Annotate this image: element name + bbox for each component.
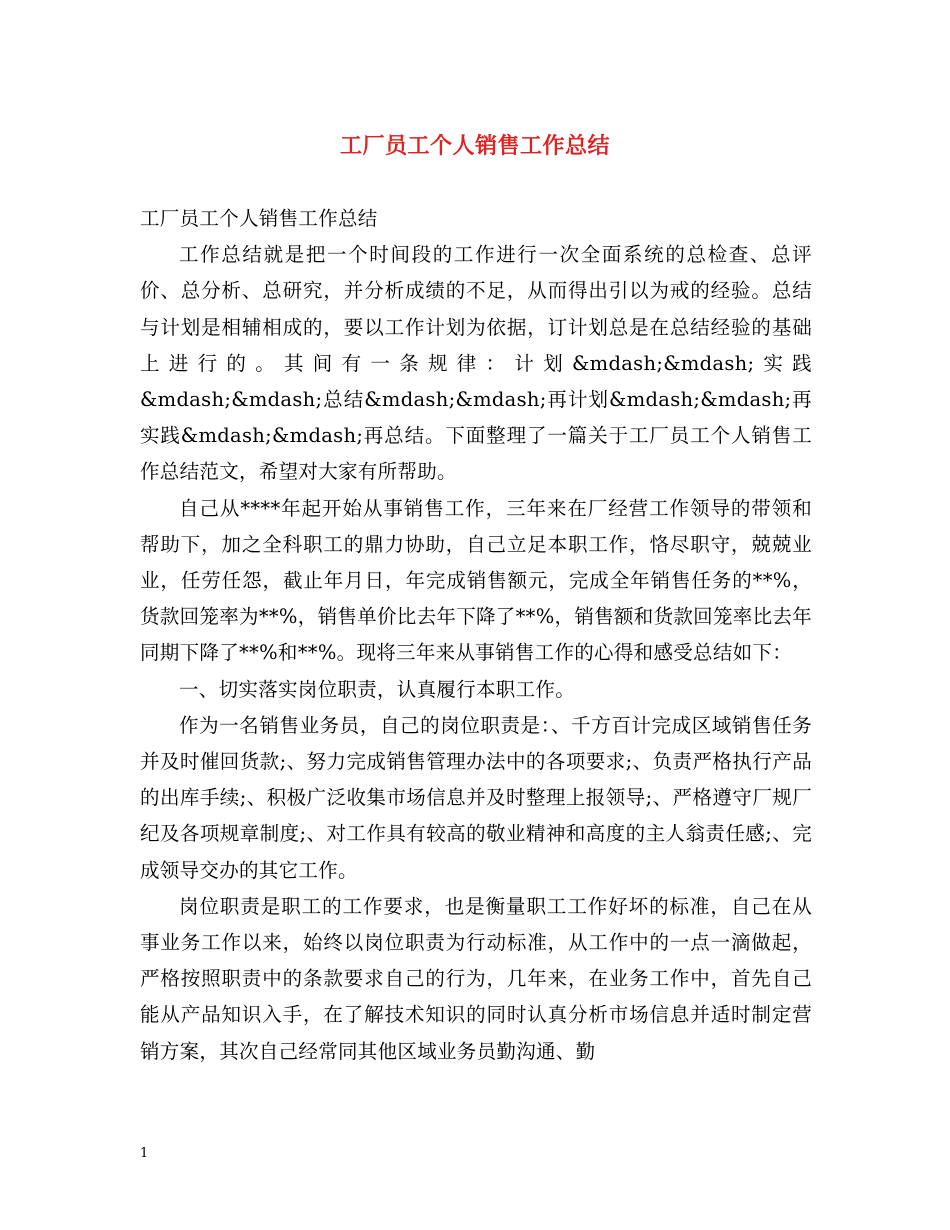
page-number: 1 bbox=[140, 1146, 149, 1161]
document-body bbox=[140, 201, 812, 1070]
body-paragraph: 自己从****年起开始从事销售工作，三年来在厂经营工作领导的带领和帮助下，加之全科职工的鼎力协助，自己立足本职工作，恪尽职守，兢兢业业，任劳任怨，截止年月日，年完成销售额元，完成全年销售任务的**%，货款回笼率为**%，销售单价比去年下降了**%，销售额和货款回笼率比去年同期下降了**%和**%。现将三年来从事销售工作的心得和感受总结如下： bbox=[140, 496, 812, 665]
body-paragraph: 作为一名销售业务员，自己的岗位职责是：、千方百计完成区域销售任务并及时催回货款;、努力完成销售管理办法中的各项要求;、负责严格执行产品的出库手续;、积极广泛收集市场信息并及时整理上报领导;、严格遵守厂规厂纪及各项规章制度;、对工作具有较高的敬业精神和高度的主人翁责任感;、完成领导交办的其它工作。 bbox=[140, 713, 812, 882]
subtitle-paragraph: 工厂员工个人销售工作总结 bbox=[140, 207, 378, 230]
body-paragraph: 岗位职责是职工的工作要求，也是衡量职工工作好坏的标准，自己在从事业务工作以来，始终以岗位职责为行动标准，从工作中的一点一滴做起，严格按照职责中的条款要求自己的行为，几年来，在业务工作中，首先自己能从产品知识入手，在了解技术知识的同时认真分析市场信息并适时制定营销方案，其次自己经常同其他区域业务员勤沟通、勤 bbox=[140, 894, 812, 1063]
body-paragraph: 工作总结就是把一个时间段的工作进行一次全面系统的总检查、总评价、总分析、总研究，并分析成绩的不足，从而得出引以为戒的经验。总结与计划是相辅相成的，要以工作计划为依据，订计划总是在总结经验的基础上进行的。其间有一条规律：计划&mdash;&mdash;实践&mdash;&mdash;总结&mdash;&mdash;再计划&mdash;&mdash;再实践&mdash;&mdash;再总结。下面整理了一篇关于工厂员工个人销售工作总结范文，希望对大家有所帮助。 bbox=[140, 243, 812, 484]
document-title: 工厂员工个人销售工作总结 bbox=[339, 134, 610, 159]
section-heading-paragraph: 一、切实落实岗位职责，认真履行本职工作。 bbox=[179, 677, 576, 701]
